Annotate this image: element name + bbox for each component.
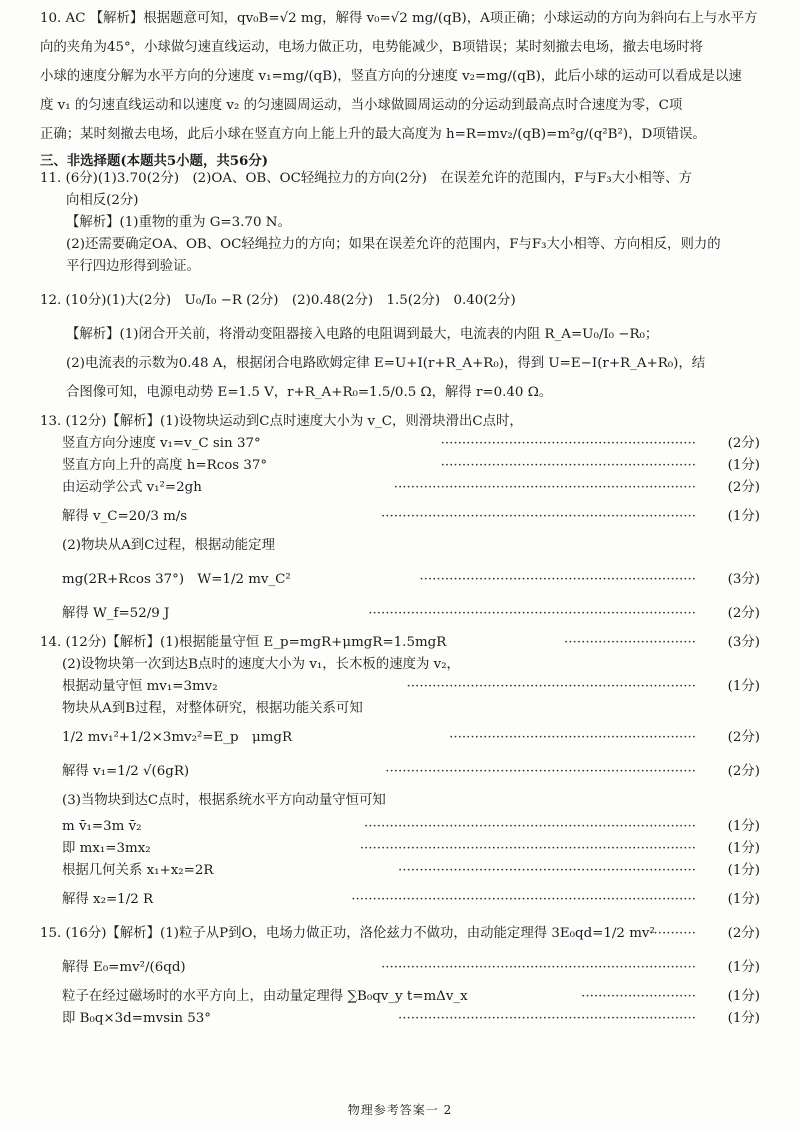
q14-line-1: 14. (12分)【解析】(1)根据能量守恒 E_p=mgR+μmgR=1.5mgR — [40, 635, 447, 650]
q14-score-1: (3分) — [727, 635, 760, 650]
q14-score-10: (1分) — [727, 863, 760, 878]
leader-dots: ·········································································· — [381, 509, 696, 524]
q13-score-7: (3分) — [727, 572, 760, 587]
q12-line-4: 合图像可知，电源电动势 E=1.5 V，r+R_A+R₀=1.5/0.5 Ω，解得 r=0.40 Ω。 — [66, 385, 553, 400]
q14-line-7: (3)当物块到达C点时，根据系统水平方向动量守恒可知 — [62, 793, 386, 808]
question-13 — [40, 413, 760, 623]
question-15 — [40, 925, 760, 1028]
q13-line-5: 解得 v_C=20/3 m/s — [62, 509, 188, 524]
q14-line-3: 根据动量守恒 mv₁=3mv₂ — [62, 679, 218, 694]
q14-line-6: 解得 v₁=1/2 √(6gR) — [62, 764, 190, 779]
q13-line-7: mg(2R+Rcos 37°) W=1/2 mv_C² — [62, 572, 291, 587]
q15-line-1: 15. (16分)【解析】(1)粒子从P到O，电场力做正功，洛伦兹力不做功，由动能定理得 3E₀qd=1/2 mv² — [40, 926, 655, 941]
leader-dots: ···························································· — [440, 458, 696, 473]
q14-score-6: (2分) — [727, 764, 760, 779]
leader-dots: ········································································· — [385, 764, 696, 779]
q12-line-2: 【解析】(1)闭合开关前，将滑动变阻器接入电路的电阻调到最大，电流表的内阻 R_A=U₀/I₀ −R₀； — [66, 327, 659, 342]
q13-line-6: (2)物块从A到C过程，根据动能定理 — [62, 538, 275, 553]
q12-line-3: (2)电流表的示数为0.48 A，根据闭合电路欧姆定律 E=U+I(r+R_A+R₀)，得到 U=E−I(r+R_A+R₀)，结 — [66, 356, 706, 371]
leader-dots: ···························································· — [440, 436, 696, 451]
q15-line-3: 粒子在经过磁场时的水平方向上，由动量定理得 ∑B₀qv_y t=mΔv_x — [62, 989, 468, 1004]
q14-line-4: 物块从A到B过程，对整体研究，根据功能关系可知 — [62, 701, 363, 716]
q15-score-3: (1分) — [727, 989, 760, 1004]
q15-line-2: 解得 E₀=mv²/(6qd) — [62, 960, 186, 975]
leader-dots: ············································································· — [368, 606, 696, 621]
q13-score-5: (1分) — [727, 509, 760, 524]
q10-line-1: 10. AC 【解析】根据题意可知，qv₀B=√2 mg，解得 v₀=√2 mg/(qB)，A项正确；小球运动的方向为斜向右上与水平方 — [40, 11, 758, 26]
leader-dots: ·········································································· — [381, 960, 696, 975]
page-footer: 物理参考答案一 2 — [347, 1103, 453, 1117]
q13-line-2: 竖直方向分速度 v₁=v_C sin 37° — [62, 436, 261, 451]
q13-line-8: 解得 W_f=52/9 J — [62, 606, 170, 621]
q14-score-3: (1分) — [727, 679, 760, 694]
q14-score-8: (1分) — [727, 819, 760, 834]
q10-line-4: 度 v₁ 的匀速直线运动和以速度 v₂ 的匀速圆周运动，当小球做圆周运动的分运动到最高点时合速度为零，C项 — [40, 98, 683, 113]
leader-dots: ································································· — [419, 572, 696, 587]
q15-score-4: (1分) — [727, 1011, 760, 1026]
leader-dots: ·························································· — [449, 730, 696, 745]
question-11 — [40, 170, 760, 276]
q10-line-2: 向的夹角为45°，小球做匀速直线运动，电场力做正功，电势能减少，B项错误；某时刻撤去电场，撤去电场时将 — [40, 40, 703, 55]
leader-dots: ·············································································· — [363, 819, 696, 834]
q11-line-5: 平行四边形得到验证。 — [66, 259, 200, 274]
q13-score-3: (1分) — [727, 458, 760, 473]
leader-dots: ··········· — [649, 926, 696, 941]
q11-line-4: (2)还需要确定OA、OB、OC轻绳拉力的方向；如果在误差允许的范围内，F与F₃大小相等、方向相反，则力的 — [66, 237, 721, 252]
section-heading: 三、非选择题(本题共5小题，共56分) — [40, 153, 269, 169]
q13-score-2: (2分) — [727, 436, 760, 451]
q15-score-1: (2分) — [727, 926, 760, 941]
q14-line-11: 解得 x₂=1/2 R — [62, 892, 154, 907]
question-10 — [40, 10, 760, 144]
q14-line-2: (2)设物块第一次到达B点时的速度大小为 v₁，长木板的速度为 v₂， — [62, 657, 460, 672]
q11-line-2: 向相反(2分) — [66, 193, 139, 208]
q15-line-4: 即 B₀q×3d=mvsin 53° — [62, 1011, 211, 1026]
q14-score-9: (1分) — [727, 841, 760, 856]
leader-dots: ······························· — [564, 635, 696, 650]
q15-score-2: (1分) — [727, 960, 760, 975]
q13-score-4: (2分) — [727, 480, 760, 495]
q11-line-1: 11. (6分)(1)3.70(2分) (2)OA、OB、OC轻绳拉力的方向(2分) 在误差允许的范围内，F与F₃大小相等、方 — [40, 171, 692, 186]
leader-dots: ················································································· — [351, 892, 696, 907]
leader-dots: ······································································ — [398, 863, 696, 878]
leader-dots: ···································································· — [406, 679, 696, 694]
q14-score-11: (1分) — [727, 892, 760, 907]
q14-score-5: (2分) — [727, 730, 760, 745]
q14-line-10: 根据几何关系 x₁+x₂=2R — [62, 863, 214, 878]
leader-dots: ··············································································· — [359, 841, 696, 856]
question-14 — [40, 634, 760, 909]
q13-line-1: 13. (12分)【解析】(1)设物块运动到C点时速度大小为 v_C，则滑块滑出C点时， — [40, 414, 523, 429]
q14-line-5: 1/2 mv₁²+1/2×3mv₂²=E_p μmgR — [62, 730, 293, 745]
q10-line-3: 小球的速度分解为水平方向的分速度 v₁=mg/(qB)，竖直方向的分速度 v₂=mg/(qB)，此后小球的运动可以看成是以速 — [40, 69, 742, 84]
q14-line-9: 即 mx₁=3mx₂ — [62, 841, 151, 856]
q10-line-5: 正确；某时刻撤去电场，此后小球在竖直方向上能上升的最大高度为 h=R=mv₂/(qB)=m²g/(q²B²)，D项错误。 — [40, 127, 706, 142]
q13-line-4: 由运动学公式 v₁²=2gh — [62, 480, 202, 495]
leader-dots: ······································································ — [398, 1011, 696, 1026]
leader-dots: ··························· — [581, 989, 696, 1004]
q13-score-8: (2分) — [727, 606, 760, 621]
q13-line-3: 竖直方向上升的高度 h=Rcos 37° — [62, 458, 268, 473]
question-12 — [40, 292, 760, 402]
q12-line-1: 12. (10分)(1)大(2分) U₀/I₀ −R (2分) (2)0.48(2分) 1.5(2分) 0.40(2分) — [40, 293, 516, 308]
q14-line-8: m v̄₁=3m v̄₂ — [62, 819, 142, 834]
leader-dots: ······································································· — [393, 480, 696, 495]
q11-line-3: 【解析】(1)重物的重为 G=3.70 N。 — [66, 215, 291, 230]
